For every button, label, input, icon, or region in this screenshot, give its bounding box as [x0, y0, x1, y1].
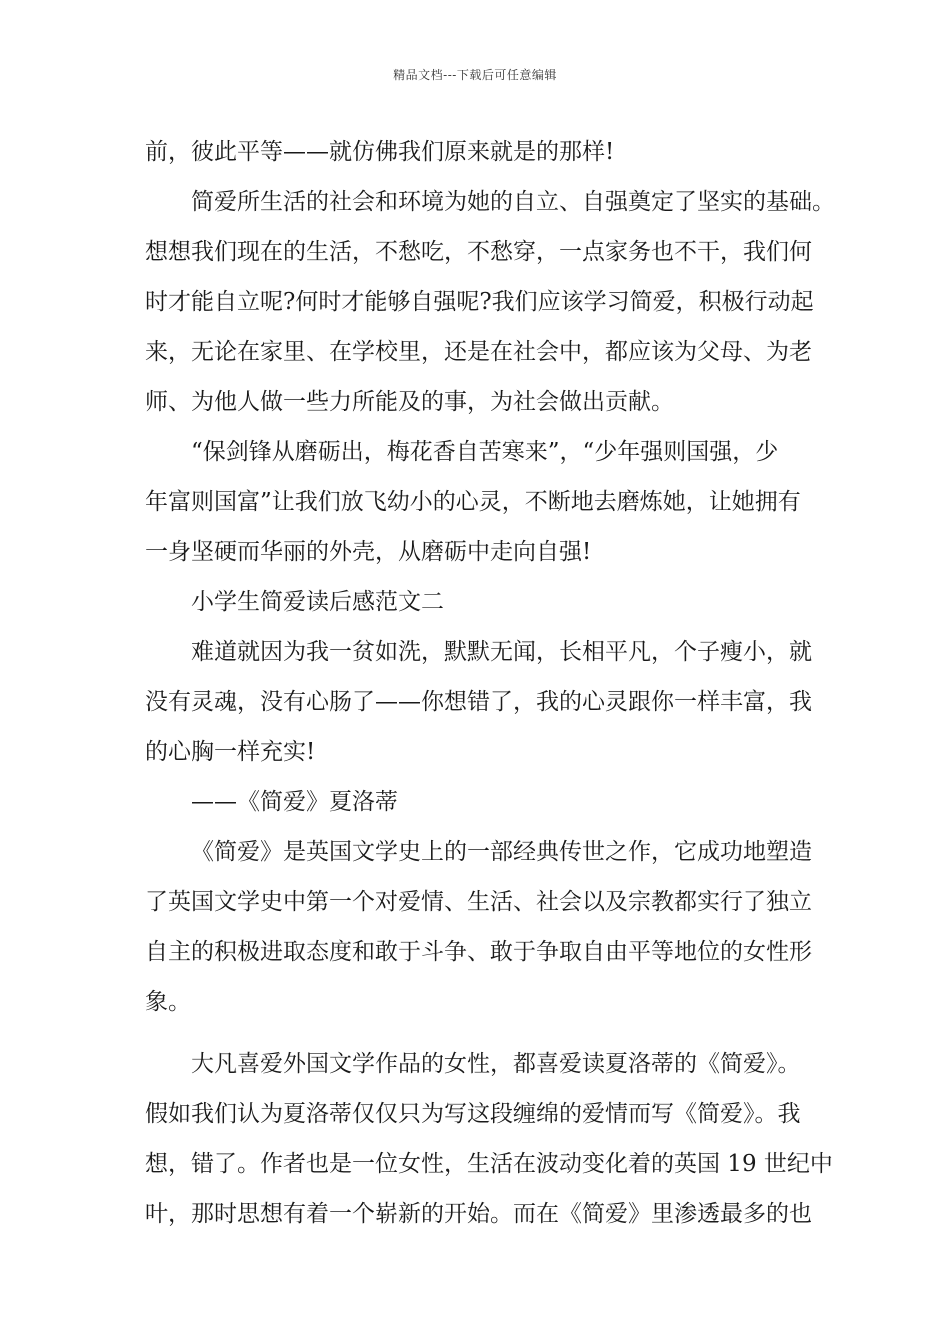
text-line: 年富则国富”让我们放飞幼小的心灵，不断地去磨炼她，让她拥有 [145, 489, 801, 515]
page-header: 精品文档---下载后可任意编辑 [393, 68, 557, 82]
paragraph-gap [145, 1027, 810, 1039]
text-line: 的心胸一样充实! [145, 739, 316, 765]
text-line: 时才能自立呢?何时才能够自强呢?我们应该学习简爱，积极行动起 [145, 289, 814, 315]
paragraph-start: 简爱所生活的社会和环境为她的自立、自强奠定了坚实的基础。 [191, 189, 835, 215]
text-line: 想想我们现在的生活，不愁吃，不愁穿，一点家务也不干，我们何 [145, 239, 812, 265]
paragraph-start: 难道就因为我一贫如洗，默默无闻，长相平凡，个子瘦小，就 [191, 639, 812, 665]
text-line: 假如我们认为夏洛蒂仅仅只为写这段缠绵的爱情而写《简爱》。我 [145, 1101, 801, 1127]
text-line: 一身坚硬而华丽的外壳，从磨砺中走向自强! [145, 539, 592, 565]
text-line: 前，彼此平等——就仿佛我们原来就是的那样! [145, 139, 615, 165]
quote-attribution: ——《简爱》夏洛蒂 [191, 789, 398, 815]
text-line: 没有灵魂，没有心肠了——你想错了，我的心灵跟你一样丰富，我 [145, 689, 812, 715]
paragraph-start: 大凡喜爱外国文学作品的女性，都喜爱读夏洛蒂的《简爱》。 [191, 1051, 801, 1077]
text-line: 了英国文学史中第一个对爱情、生活、社会以及宗教都实行了独立 [145, 889, 812, 915]
text-line: 想，错了。作者也是一位女性，生活在波动变化着的英国 19 世纪中 [145, 1151, 833, 1177]
text-line: 象。 [145, 989, 191, 1015]
section-title: 小学生简爱读后感范文二 [191, 589, 444, 615]
text-line: 自主的积极进取态度和敢于斗争、敢于争取自由平等地位的女性形 [145, 939, 812, 965]
text-line: 师、为他人做一些力所能及的事，为社会做出贡献。 [145, 389, 674, 415]
paragraph-start: 《简爱》是英国文学史上的一部经典传世之作，它成功地塑造 [191, 839, 812, 865]
document-body [145, 127, 835, 1239]
text-line: 叶，那时思想有着一个崭新的开始。而在《简爱》里渗透最多的也 [145, 1201, 812, 1227]
text-line: 来，无论在家里、在学校里，还是在社会中，都应该为父母、为老 [145, 339, 812, 365]
paragraph-start: “保剑锋从磨砺出，梅花香自苦寒来”，“少年强则国强，少 [191, 439, 779, 465]
